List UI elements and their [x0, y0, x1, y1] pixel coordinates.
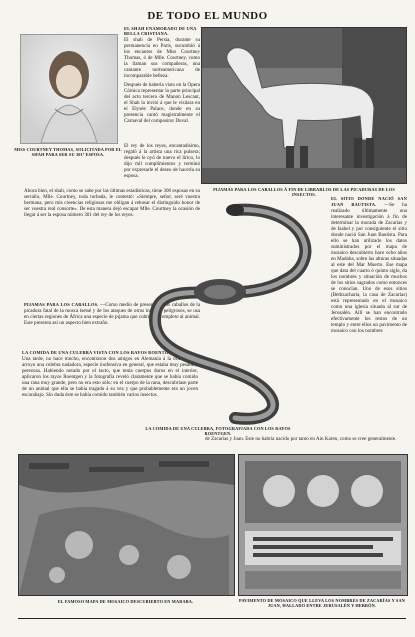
article-snake-heading: LA COMIDA DE UNA CULEBRA VISTA CON LOS RAYOS ROENTGEN.: [22, 350, 177, 355]
horse-caption: PIJAMAS PARA LOS CABALLOS Á FIN DE LIBRARLOS DE LAS PICADURAS DE LOS INSECTOS.: [213, 187, 395, 198]
article-shah-p2: Después de haberla visto en la Ópera Cómica representar la parte principal del acto tercero de Manon Lescaut, el Shah la invitó á que le visitara en el Elysée Palace, donde en su presencia cantó magistralmente el Carnaval del compositor Duval.: [124, 82, 200, 125]
portrait-caption: MISS COURTNEY THOMAS, SOLICITADA POR EL SHAH PARA SER SU 301ª ESPOSA.: [14, 147, 122, 158]
mosaic-floor-caption: PAVIMENTO DE MOSAICO QUE LLEVA LOS NOMBRES DE ZACARÍAS Y SAN JUAN, HALLADO ENTRE JERUSALÉN Y HEBRÓN.: [239, 598, 405, 609]
bottom-rule: [18, 618, 406, 619]
article-shah-p1: El shah de Persia, durante su permanencia en París, sucumbió á los encantos de Miss Courtney Thomas, ó de Mlle. Courtney, como la llaman sus compañeras, una cantante norteamericana de incomparable belleza.: [124, 37, 200, 80]
article-tomb-body: —Se ha realizado últimamente una interesante investigación á fin de determinar la morada de Zacarías y de Isabel y por consiguiente el sitio donde nació San Juan Bautista. Para ello se han utilizado los datos suministrados por el mapa de mosaico descubierto hace ocho años en Madaba, sobre las alturas situadas al este del Mar Muerto. Ese mapa que data del cuarto ó quinto siglo, da los nombres y situación de muchos de los sitios sagrados como entonces se conocían. Uno de esos sitios (Bethzacharia, la casa de Zacarías) está representado en el mosaico como una iglesia situada al sur de Jerusalén. Allí se han encontrado efectivamente los restos de un templo y entre ellos un pavimento de mosaico con los nombres: [331, 202, 407, 334]
mosaic-floor-photo: [238, 454, 408, 596]
article-horses-body: —Como medio de preservar á los caballos de la picadura fatal de la mosca tsetsé y de los ataques de otros insectos peligrosos, se usa en ciertas regiones de África una especie de pijama que cubre por completo al animal. Este presenta así un aspecto bien extraño.: [24, 302, 200, 326]
snake-photo: [115, 200, 330, 425]
article-tomb-heading: EL SITIO DONDE NACIÓ SAN JUAN BAUTISTA.: [331, 196, 407, 207]
mosaic-map-photo: [18, 454, 235, 596]
article-shah-column: [124, 26, 200, 186]
mosaic-map-caption: EL FAMOSO MAPA DE MOSAICO DESCUBIERTO EN MADABA.: [57, 599, 194, 604]
article-snake-body: Una tarde, no hace mucho, encontraron dos amigos en Alemania á la orilla de un arroyo una culebra nadadora, especie inofensiva en general, que estaba muy pesada y perezosa. Habiendo notado por el tacto, que tenía cuerpos duros en el interior, aplicaron los rayos Roentgen y la fotografía reveló claramente que se había comido una rana muy grande, pero no era esto sólo: en el cuerpo de la rana, descubríase parte de un animal que ella se había tragado á su vez y que probablemente era un joven escarabajo. Sin duda éste se había comido también varios insectos.: [22, 356, 198, 399]
portrait-photo: [20, 34, 118, 144]
snake-caption: LA COMIDA DE UNA CULEBRA, FOTOGRAFIADA CON LOS RAYOS ROENTGEN.: [145, 426, 291, 437]
horse-photo: [201, 27, 407, 184]
article-shah-p3: El rey de los reyes, encantadísimo, regaló á la artista una rica pulsera; después le oyó de nuevo el lírico, lo dijo mil cumplimientos y terminó por expresarle el deseo de hacerla su esposa.: [124, 143, 200, 180]
article-tomb: [331, 196, 407, 434]
article-tomb-tail: de Zacarías y Juan. Este no habría nacido por tanto en Ain Karen, como se cree generalmente.: [205, 436, 397, 442]
article-horses-heading: PIJAMAS PARA LOS CABALLOS.: [24, 302, 99, 307]
article-shah-p4: Ahora bien, el shah, como se sabe por las últimas estadísticas, tiene 300 esposas en su serrallo, Mlle. Courtney, toda turbada, le contestó: «Siempre, señor, seré vuestra hermana, pero mis creencias religiosas me obligan á rehusar el distinguido honor de ser vuestra real consorte». De esta manera dejó escapar Mlle. Courtney la ocasión de llegar á ser la esposa número 301 del rey de los reyes.: [24, 188, 200, 218]
article-shah-heading: EL SHAH ENAMORADO DE UNA BELLA CRISTIANA.: [124, 26, 197, 37]
page-title: DE TODO EL MUNDO: [147, 10, 268, 22]
